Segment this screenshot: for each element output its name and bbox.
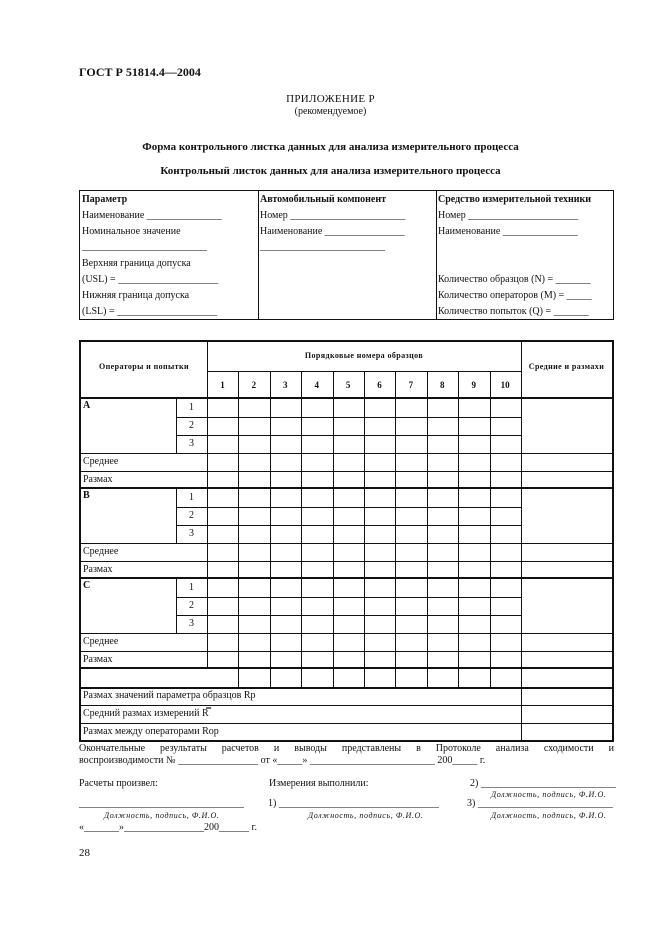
grid-line [521,687,522,740]
sample-number: 3 [283,380,288,390]
trial-count: Количество попыток (Q) = _______ [438,306,589,317]
trial-number: 1 [189,402,194,413]
grid-line [207,489,208,579]
grid-line [81,453,612,454]
grid-line [207,579,208,669]
signature-line-3: 3) ___________________________ [467,798,613,809]
operators-header: Операторы и попытки [99,362,189,371]
calc-by-label: Расчеты произвел: [79,778,158,789]
usl-field: (USL) = ____________________ [82,274,219,285]
parameter-column [80,191,259,319]
grid-line [81,471,612,472]
grid-line [81,633,612,634]
instrument-column [436,191,613,319]
average-row-label: Среднее [83,456,119,467]
averages-header: Средние и размахи [528,362,605,371]
operator-name: C [83,580,91,591]
calc-signature-line: _________________________________ [79,798,244,809]
component-number: Номер _______________________ [260,210,406,221]
results-line-2: воспроизводимости № ________________ от «_____» _________________________ 200_____ г. [79,755,486,766]
samples-header: Порядковые номера образцов [304,351,424,360]
component-header: Автомобильный компонент [260,194,387,205]
signature-line-2: 2) ___________________________ [470,778,616,789]
sample-number: 7 [408,380,414,390]
nominal-value: Номинальное значение [82,226,181,237]
operator-name: B [83,490,90,501]
parameter-header: Параметр [82,194,128,205]
sample-number: 10 [500,380,510,390]
range-row-label: Размах [83,564,113,575]
standard-code: ГОСТ Р 51814.4—2004 [79,65,201,79]
block-divider [81,487,612,489]
grid-line [521,342,522,687]
position-sign-caption-calc: Должность, подпись, Ф.И.О. [104,811,220,820]
grid-line [81,723,612,724]
lsl-field: (LSL) = ____________________ [82,306,218,317]
summary-row-label: Средний размах измерений R̿ [83,708,209,719]
grid-line [238,371,239,687]
grid-line [270,371,271,687]
grid-line [176,525,521,526]
results-line-1: Окончательные результаты расчетов и выводы представлены в Протоколе анализа сходимости и [79,743,614,754]
grid-line [81,543,612,544]
instrument-name: Наименование _______________ [438,226,578,237]
component-line: _________________________ [260,241,385,252]
component-name: Наименование ________________ [260,226,405,237]
lower-limit-label: Нижняя граница допуска [82,290,190,301]
position-sign-caption-2: Должность, подпись, Ф.И.О. [491,790,607,799]
range-row-label: Размах [83,474,113,485]
summary-row-label: Размах значений параметра образцов Rp [83,690,256,701]
sample-number: 1 [220,380,225,390]
average-row-label: Среднее [83,636,119,647]
grid-line [176,597,521,598]
block-divider [81,667,612,669]
instrument-number: Номер ______________________ [438,210,579,221]
instrument-header: Средство измерительной техники [438,194,592,205]
average-row-label: Среднее [83,546,119,557]
grid-line [81,561,612,562]
grid-line [301,371,302,687]
trial-number: 2 [189,420,194,431]
operator-count: Количество операторов (M) = _____ [438,290,592,301]
nominal-value-line: _________________________ [82,241,207,252]
measured-by-label: Измерения выполнили: [269,778,369,789]
sample-count: Количество образцов (N) = _______ [438,274,591,285]
trial-number: 3 [189,528,194,539]
appendix-title: ПРИЛОЖЕНИЕ Р [286,93,375,105]
position-sign-caption-3: Должность, подпись, Ф.И.О. [491,811,607,820]
position-sign-caption-1: Должность, подпись, Ф.И.О. [308,811,424,820]
sample-number: 2 [251,380,257,390]
trial-number: 2 [189,600,194,611]
component-column [258,191,437,319]
sample-number: 8 [440,380,445,390]
block-divider [81,577,612,579]
grid-line [176,615,521,616]
sample-number: 9 [471,380,476,390]
page-number: 28 [79,847,90,859]
grid-line [458,371,459,687]
trial-number: 1 [189,582,194,593]
date-line: «_______»________________200______ г. [79,822,257,833]
sample-number: 6 [377,380,382,390]
grid-line [81,651,612,652]
grid-line [427,371,428,687]
operator-name: A [83,400,91,411]
trial-number: 1 [189,492,194,503]
header-divider [81,397,612,399]
grid-line [395,371,396,687]
grid-line [333,371,334,687]
grid-line [176,507,521,508]
sample-number: 4 [314,380,319,390]
range-row-label: Размах [83,654,113,665]
grid-line [176,417,521,418]
trial-number: 2 [189,510,194,521]
summary-row-label: Размах между операторами Rop [83,726,219,737]
form-title: Форма контрольного листка данных для анализа измерительного процесса [142,141,519,153]
grid-line [207,399,208,489]
parameter-name: Наименование _______________ [82,210,222,221]
signature-line-1: 1) ________________________________ [268,798,439,809]
info-table [79,190,614,320]
grid-line [490,371,491,687]
grid-line [364,371,365,687]
data-table [79,340,614,742]
block-divider [81,687,612,689]
appendix-note: (рекомендуемое) [294,106,367,117]
upper-limit-label: Верхняя граница допуска [82,258,191,269]
sample-number: 5 [345,380,351,390]
sheet-title: Контрольный листок данных для анализа измерительного процесса [160,165,501,177]
trial-number: 3 [189,438,194,449]
grid-line [81,705,612,706]
trial-number: 3 [189,618,194,629]
grid-line [176,435,521,436]
